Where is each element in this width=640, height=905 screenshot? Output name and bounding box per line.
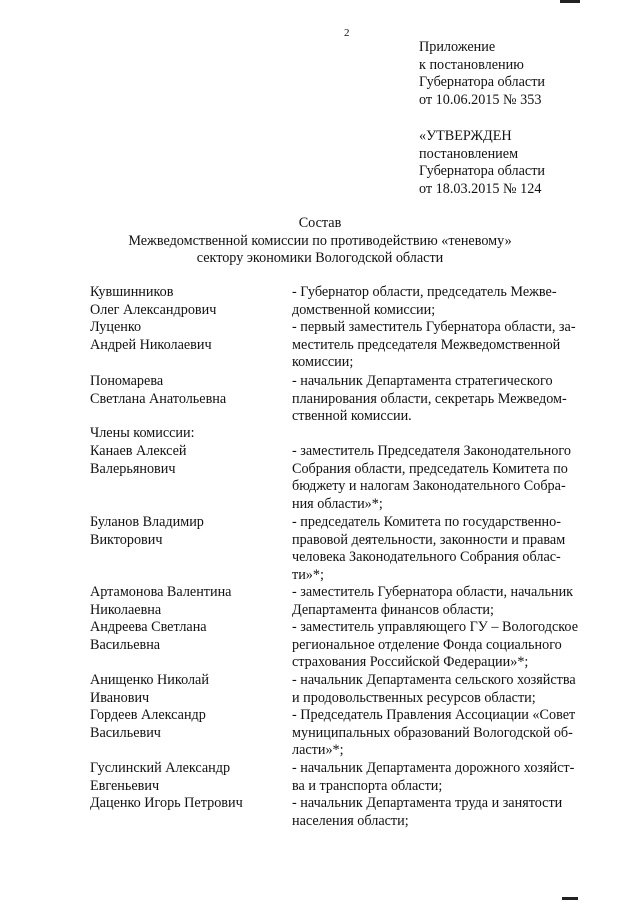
member-position xyxy=(292,514,607,584)
position-line: страхования Российской Федерации»*; xyxy=(292,654,529,670)
member-position xyxy=(292,760,607,795)
approved-line: «УТВЕРЖДЕН xyxy=(419,128,512,144)
name-line: Анищенко Николай xyxy=(90,672,209,688)
position-line: - заместитель Председателя Законодательного xyxy=(292,443,571,459)
name-line: Гуслинский Александр xyxy=(90,760,231,776)
appendix-line: Губернатора области xyxy=(419,74,545,90)
appendix-line: от 10.06.2015 № 353 xyxy=(419,91,542,108)
position-line: человека Законодательного Собрания облас- xyxy=(292,549,561,565)
position-line: ти»*; xyxy=(292,566,324,583)
member-name xyxy=(90,373,280,408)
appendix-block xyxy=(419,39,545,109)
member-name xyxy=(90,795,280,813)
member-name xyxy=(90,672,280,707)
name-line: Васильевна xyxy=(90,636,161,653)
position-line: комиссии; xyxy=(292,354,354,370)
name-line: Светлана Анатольевна xyxy=(90,390,227,407)
position-line: - начальник Департамента сельского хозяйства xyxy=(292,672,576,688)
position-line: - председатель Комитета по государственно- xyxy=(292,514,561,530)
scan-mark-bottom xyxy=(562,897,578,900)
member-position xyxy=(292,319,607,372)
position-line: - заместитель Губернатора области, начальник xyxy=(292,584,574,600)
member-position xyxy=(292,443,607,513)
position-line: ственной комиссии. xyxy=(292,408,412,424)
title-line: сектору экономики Вологодской области xyxy=(196,250,444,266)
position-line: ния области»*; xyxy=(292,495,383,512)
member-position xyxy=(292,619,607,672)
approved-block xyxy=(419,128,545,198)
approved-line: постановлением xyxy=(419,145,519,162)
position-line: - начальник Департамента стратегического xyxy=(292,373,553,389)
members-heading: Члены комиссии: xyxy=(90,425,195,441)
position-line: - первый заместитель Губернатора области, за- xyxy=(292,319,576,335)
position-line: - Губернатор области, председатель Межве- xyxy=(292,284,557,300)
position-line: и продовольственных ресурсов области; xyxy=(292,689,536,706)
approved-line: от 18.03.2015 № 124 xyxy=(419,180,542,197)
name-line: Даценко Игорь Петрович xyxy=(90,795,243,811)
name-line: Артамонова Валентина xyxy=(90,584,232,600)
member-name xyxy=(90,760,280,795)
member-name xyxy=(90,619,280,654)
position-line: ва и транспорта области; xyxy=(292,777,443,794)
member-position xyxy=(292,584,607,619)
name-line: Кувшинников xyxy=(90,284,174,300)
name-line: Пономарева xyxy=(90,373,164,389)
title-line: Межведомственной комиссии по противодействию «теневому» xyxy=(128,232,512,249)
member-position xyxy=(292,795,607,830)
member-name xyxy=(90,584,280,619)
member-position xyxy=(292,707,607,760)
position-line: муниципальных образований Вологодской об- xyxy=(292,724,573,741)
member-position xyxy=(292,284,607,319)
member-name xyxy=(90,443,280,478)
position-line: ласти»*; xyxy=(292,742,344,758)
name-line: Гордеев Александр xyxy=(90,707,206,723)
document-title xyxy=(0,215,640,268)
member-name xyxy=(90,319,280,354)
name-line: Николаевна xyxy=(90,601,162,618)
appendix-line: Приложение xyxy=(419,39,496,55)
member-name xyxy=(90,284,280,319)
position-line: бюджету и налогам Законодательного Собра- xyxy=(292,478,566,494)
approved-line: Губернатора области xyxy=(419,163,545,179)
member-name xyxy=(90,514,280,549)
name-line: Канаев Алексей xyxy=(90,443,187,459)
position-line: Департамента финансов области; xyxy=(292,601,494,618)
page-number: 2 xyxy=(344,27,350,39)
name-line: Васильевич xyxy=(90,724,161,741)
position-line: населения области; xyxy=(292,812,409,829)
name-line: Евгеньевич xyxy=(90,777,160,794)
title-line: Состав xyxy=(298,215,342,231)
name-line: Буланов Владимир xyxy=(90,514,204,530)
name-line: Андреева Светлана xyxy=(90,619,207,635)
position-line: Собрания области, председатель Комитета по xyxy=(292,460,568,477)
member-name xyxy=(90,707,280,742)
name-line: Олег Александрович xyxy=(90,301,217,318)
name-line: Викторович xyxy=(90,531,163,548)
position-line: планирования области, секретарь Межведом- xyxy=(292,390,567,407)
name-line: Луценко xyxy=(90,319,142,335)
position-line: - Председатель Правления Ассоциации «Совет xyxy=(292,707,576,723)
member-position xyxy=(292,373,607,426)
position-line: - начальник Департамента дорожного хозяйст- xyxy=(292,760,575,776)
position-line: меститель председателя Межведомственной xyxy=(292,336,561,353)
name-line: Андрей Николаевич xyxy=(90,336,212,353)
member-position xyxy=(292,672,607,707)
position-line: - заместитель управляющего ГУ – Вологодское xyxy=(292,619,578,635)
appendix-line: к постановлению xyxy=(419,56,524,73)
position-line: домственной комиссии; xyxy=(292,301,436,318)
scan-mark-top xyxy=(560,0,580,3)
name-line: Валерьянович xyxy=(90,460,176,477)
position-line: правовой деятельности, законности и правам xyxy=(292,531,566,548)
position-line: региональное отделение Фонда социального xyxy=(292,636,562,653)
name-line: Иванович xyxy=(90,689,150,706)
position-line: - начальник Департамента труда и занятости xyxy=(292,795,563,811)
